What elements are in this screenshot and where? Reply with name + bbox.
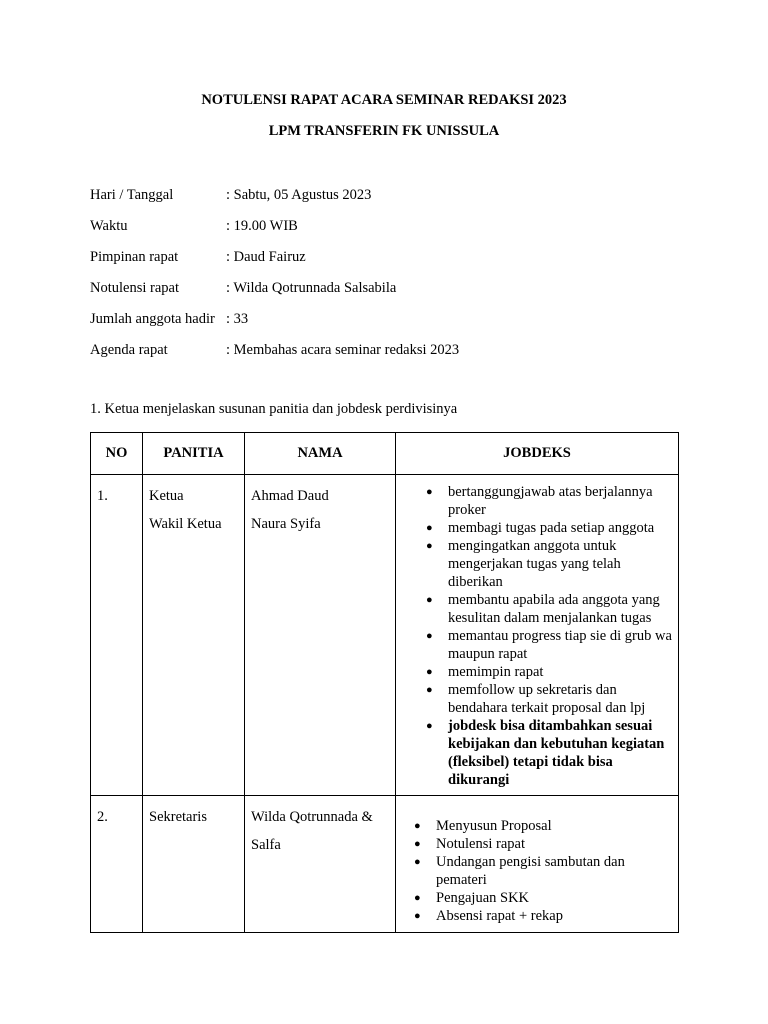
info-label: Notulensi rapat (90, 280, 179, 296)
info-value: : 33 (226, 311, 249, 327)
list-item: ● membantu apabila ada anggota yang kesulitan dalam menjalankan tugas (448, 591, 672, 627)
list-item: ● memfollow up sekretaris dan bendahara terkait proposal dan lpj (448, 681, 672, 717)
header-jobdeks: JOBDEKS (396, 433, 679, 475)
cell-jobdesk (396, 475, 679, 796)
meeting-info (90, 185, 459, 371)
list-item: ● Pengajuan SKK (436, 889, 672, 907)
info-value: : 19.00 WIB (226, 218, 298, 234)
row-number: 1. (97, 488, 108, 504)
info-row-date (90, 185, 459, 216)
list-item-bold: ● jobdesk bisa ditambahkan sesuai kebijakan dan kebutuhan kegiatan (fleksibel) tetapi tidak bisa dikurangi (448, 717, 672, 789)
list-item: ● memantau progress tiap sie di grub wa maupun rapat (448, 627, 672, 663)
role-label: Ketua (149, 488, 184, 504)
table-header-row (91, 433, 679, 475)
document-title: NOTULENSI RAPAT ACARA SEMINAR REDAKSI 2023 (201, 92, 567, 108)
cell-panitia (143, 475, 245, 796)
cell-no (91, 796, 143, 933)
cell-jobdesk (396, 796, 679, 933)
info-value: : Membahas acara seminar redaksi 2023 (226, 342, 460, 358)
person-name: Salfa (251, 837, 281, 853)
info-value: : Daud Fairuz (226, 249, 306, 265)
role-label: Sekretaris (149, 809, 207, 825)
table-row (91, 796, 679, 933)
list-item: ● mengingatkan anggota untuk mengerjakan tugas yang telah diberikan (448, 537, 672, 591)
committee-table (90, 432, 679, 933)
person-name: Ahmad Daud (251, 488, 329, 504)
jobdesk-list (396, 796, 678, 931)
table-row (91, 475, 679, 796)
list-item: ● Undangan pengisi sambutan dan pemateri (436, 853, 672, 889)
info-label: Waktu (90, 218, 128, 234)
header-no: NO (91, 433, 143, 475)
cell-nama (245, 796, 396, 933)
info-label: Pimpinan rapat (90, 249, 179, 265)
list-item: ● memimpin rapat (448, 663, 672, 681)
role-label: Wakil Ketua (149, 516, 222, 532)
person-name: Wilda Qotrunnada & (251, 809, 373, 825)
info-label: Hari / Tanggal (90, 187, 174, 203)
row-number: 2. (97, 809, 108, 825)
list-item: ● membagi tugas pada setiap anggota (448, 519, 672, 537)
info-value: : Wilda Qotrunnada Salsabila (226, 280, 397, 296)
info-row-attendance (90, 309, 459, 340)
list-item: ● bertanggungjawab atas berjalannya proker (448, 483, 672, 519)
jobdesk-list (396, 475, 678, 795)
person-name: Naura Syifa (251, 516, 321, 532)
info-row-time (90, 216, 459, 247)
info-row-chair (90, 247, 459, 278)
cell-panitia (143, 796, 245, 933)
section-intro: 1. Ketua menjelaskan susunan panitia dan jobdesk perdivisinya (90, 401, 458, 417)
info-label: Jumlah anggota hadir (90, 311, 215, 327)
cell-no (91, 475, 143, 796)
info-row-agenda (90, 340, 459, 371)
cell-nama (245, 475, 396, 796)
header-panitia: PANITIA (143, 433, 245, 475)
list-item: ● Menyusun Proposal (436, 817, 672, 835)
list-item: ● Absensi rapat + rekap (436, 907, 672, 925)
list-item: ● Notulensi rapat (436, 835, 672, 853)
header-nama: NAMA (245, 433, 396, 475)
document-subtitle: LPM TRANSFERIN FK UNISSULA (268, 123, 500, 139)
info-label: Agenda rapat (90, 342, 168, 358)
info-value: : Sabtu, 05 Agustus 2023 (226, 187, 372, 203)
info-row-minutes (90, 278, 459, 309)
